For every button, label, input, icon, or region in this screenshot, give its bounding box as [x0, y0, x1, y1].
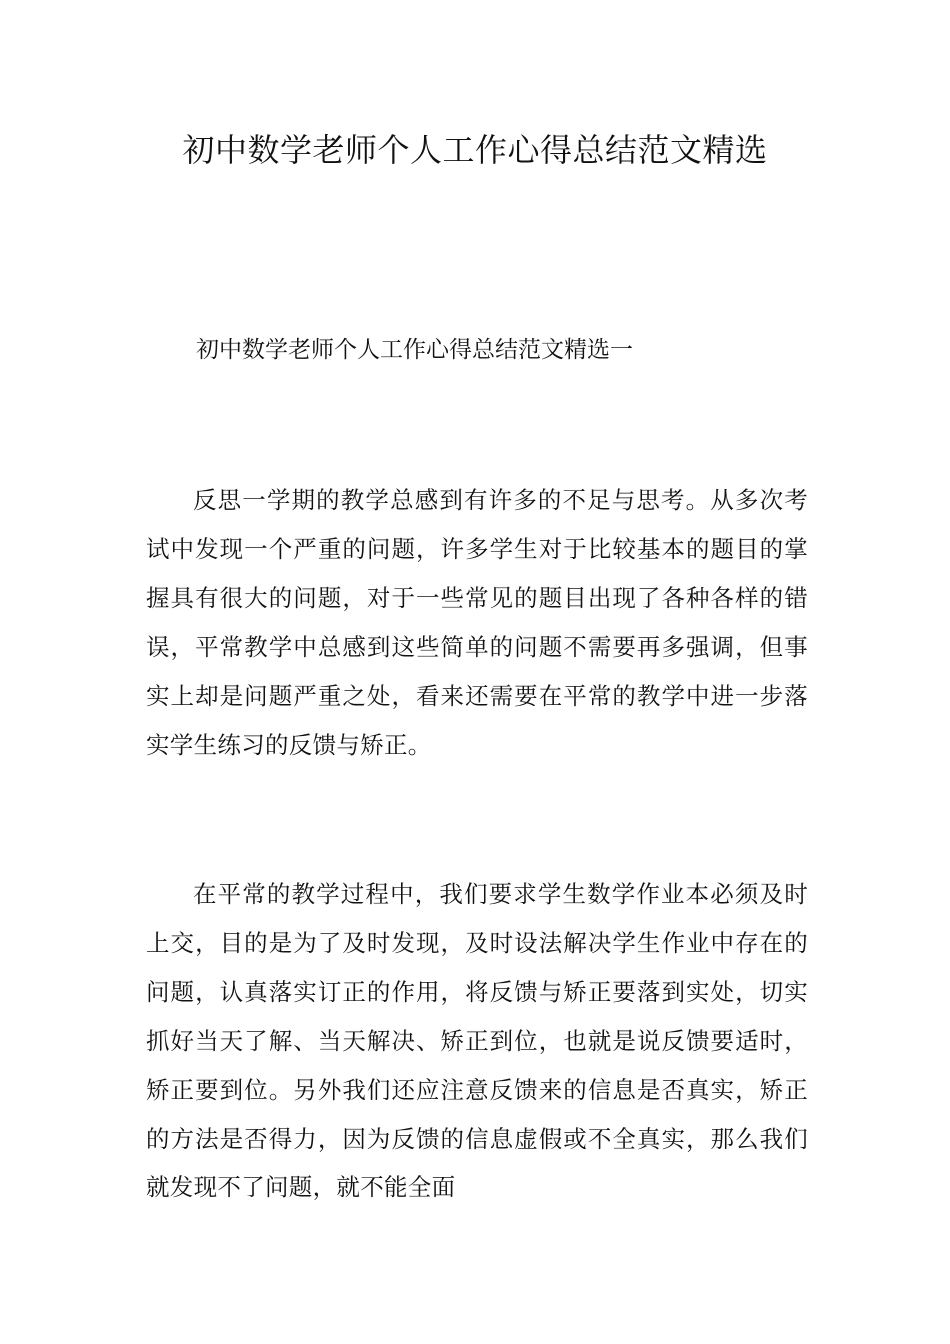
document-title: 初中数学老师个人工作心得总结范文精选 — [182, 131, 768, 169]
body-paragraph-1: 反思一学期的教学总感到有许多的不足与思考。从多次考试中发现一个严重的问题，许多学生对于比较基本的题目的掌握具有很大的问题，对于一些常见的题目出现了各种各样的错误，平常教学中总感到这些简单的问题不需要再多强调，但事实上却是问题严重之处，看来还需要在平常的教学中进一步落实学生练习的反馈与矫正。 — [146, 486, 808, 759]
section-heading: 初中数学老师个人工作心得总结范文精选一 — [196, 337, 633, 363]
body-paragraph-2: 在平常的教学过程中，我们要求学生数学作业本必须及时上交，目的是为了及时发现，及时设法解决学生作业中存在的问题，认真落实订正的作用，将反馈与矫正要落到实处，切实抓好当天了解、当天解决、矫正到位，也就是说反馈要适时，矫正要到位。另外我们还应注意反馈来的信息是否真实，矫正的方法是否得力，因为反馈的信息虚假或不全真实，那么我们就发现不了问题，就不能全面 — [146, 880, 808, 1202]
